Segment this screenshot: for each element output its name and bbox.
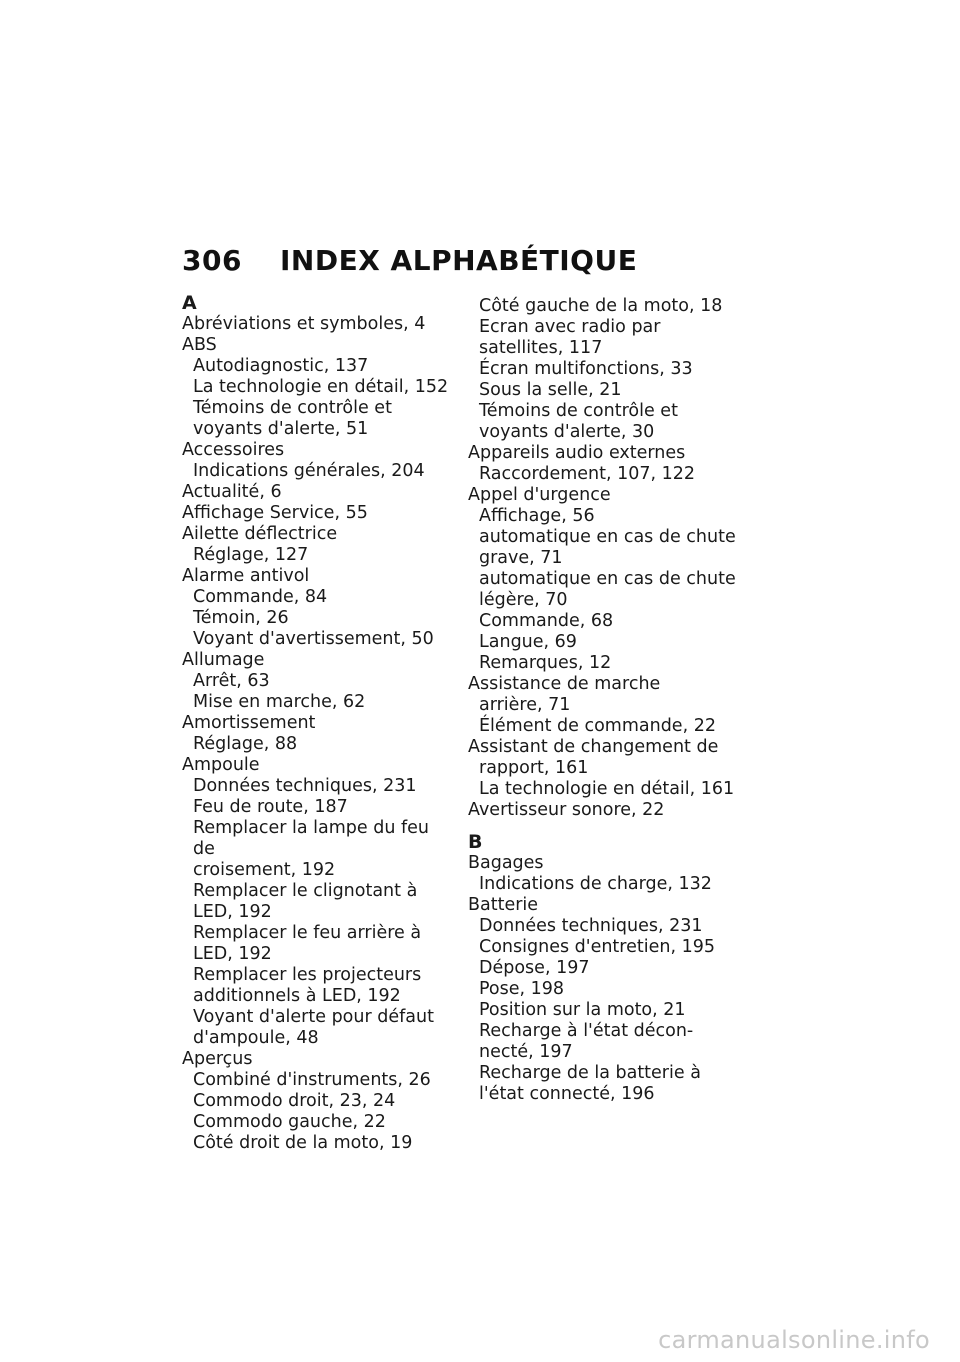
index-term: Allumage xyxy=(182,650,265,670)
section-letter: B xyxy=(468,831,483,853)
index-subentry: Commande, 68 xyxy=(479,611,614,631)
index-subentry: Langue, 69 xyxy=(479,632,577,652)
index-subentry: Remplacer la lampe du feu de xyxy=(193,818,430,859)
index-subentry: d'ampoule, 48 xyxy=(193,1028,319,1048)
index-entry xyxy=(182,524,454,566)
index-entry xyxy=(182,335,454,440)
page-number: 306 xyxy=(182,244,242,277)
index-entry xyxy=(182,482,454,503)
index-entry xyxy=(182,314,454,335)
continued-subentries xyxy=(468,296,740,443)
index-subentry: Ecran avec radio par xyxy=(479,317,661,337)
index-subentry: necté, 197 xyxy=(479,1042,573,1062)
index-subentry: Pose, 198 xyxy=(479,979,565,999)
index-term: Bagages xyxy=(468,853,544,873)
index-entry xyxy=(182,1049,454,1154)
index-subentry: Sous la selle, 21 xyxy=(479,380,622,400)
index-term: Abréviations et symboles, 4 xyxy=(182,314,426,334)
index-subentry: Remplacer le clignotant à xyxy=(193,881,418,901)
index-term: Actualité, 6 xyxy=(182,482,282,502)
index-term: Alarme antivol xyxy=(182,566,310,586)
index-term: Appel d'urgence xyxy=(468,485,611,505)
index-subentry: satellites, 117 xyxy=(479,338,603,358)
watermark: carmanualsonline.info xyxy=(658,1326,930,1354)
index-subentry: Voyant d'alerte pour défaut xyxy=(193,1007,434,1027)
index-term: Accessoires xyxy=(182,440,285,460)
index-subentry: automatique en cas de chute xyxy=(479,527,736,547)
index-subentry: Arrêt, 63 xyxy=(193,671,270,691)
index-term: Assistance de marche xyxy=(468,674,661,694)
index-subentry: voyants d'alerte, 51 xyxy=(193,419,369,439)
index-entry xyxy=(182,566,454,650)
index-subentry: Écran multifonctions, 33 xyxy=(479,359,693,379)
index-term: Affichage Service, 55 xyxy=(182,503,368,523)
index-term: Ailette déflectrice xyxy=(182,524,338,544)
index-entry xyxy=(468,485,740,674)
index-subentry: Données techniques, 231 xyxy=(479,916,703,936)
index-subentry: Recharge de la batterie à xyxy=(479,1063,701,1083)
page-title: INDEX ALPHABÉTIQUE xyxy=(280,244,638,277)
index-column-right xyxy=(468,296,740,1105)
index-term: Aperçus xyxy=(182,1049,253,1069)
index-subentry: Raccordement, 107, 122 xyxy=(479,464,696,484)
index-subentry: Réglage, 88 xyxy=(193,734,298,754)
index-subentry: Indications générales, 204 xyxy=(193,461,425,481)
index-subentry: Voyant d'avertissement, 50 xyxy=(193,629,434,649)
index-subentry: Feu de route, 187 xyxy=(193,797,348,817)
index-subentry: Consignes d'entretien, 195 xyxy=(479,937,715,957)
page-header xyxy=(182,244,637,277)
index-subentry: Commodo gauche, 22 xyxy=(193,1112,386,1132)
index-subentry: l'état connecté, 196 xyxy=(479,1084,655,1104)
index-entry xyxy=(468,800,740,821)
index-subentry: croisement, 192 xyxy=(193,860,336,880)
index-entry xyxy=(182,503,454,524)
index-subentry: légère, 70 xyxy=(479,590,568,610)
index-subentry: Données techniques, 231 xyxy=(193,776,417,796)
index-subentry: Élément de commande, 22 xyxy=(479,716,716,736)
index-subentry: LED, 192 xyxy=(193,944,272,964)
index-subentry: Côté gauche de la moto, 18 xyxy=(479,296,723,316)
index-term: Batterie xyxy=(468,895,539,915)
index-term: Appareils audio externes xyxy=(468,443,686,463)
index-term: Avertisseur sonore, 22 xyxy=(468,800,665,820)
index-subentry: La technologie en détail, 161 xyxy=(479,779,735,799)
index-entry xyxy=(468,443,740,485)
index-entry xyxy=(182,440,454,482)
index-entries xyxy=(468,853,740,1105)
index-entry xyxy=(468,895,740,1105)
index-entry xyxy=(182,650,454,713)
index-entry xyxy=(182,713,454,755)
index-subentry: Remplacer le feu arrière à xyxy=(193,923,422,943)
index-subentry: Remplacer les projecteurs xyxy=(193,965,422,985)
index-term: Amortissement xyxy=(182,713,316,733)
index-term: Ampoule xyxy=(182,755,260,775)
index-entries xyxy=(468,443,740,821)
index-subentry: Position sur la moto, 21 xyxy=(479,1000,686,1020)
index-term: ABS xyxy=(182,335,217,355)
index-entry xyxy=(468,674,740,737)
index-subentry: Recharge à l'état décon- xyxy=(479,1021,694,1041)
index-entries xyxy=(182,314,454,1154)
index-entry xyxy=(182,755,454,1049)
index-subentry: grave, 71 xyxy=(479,548,563,568)
index-subentry: arrière, 71 xyxy=(479,695,571,715)
index-subentry: Autodiagnostic, 137 xyxy=(193,356,369,376)
index-subentry: Indications de charge, 132 xyxy=(479,874,712,894)
index-subentry: Commodo droit, 23, 24 xyxy=(193,1091,396,1111)
index-column-left xyxy=(182,292,454,1154)
index-subentry: Côté droit de la moto, 19 xyxy=(193,1133,413,1153)
index-subentry: La technologie en détail, 152 xyxy=(193,377,449,397)
index-subentry: automatique en cas de chute xyxy=(479,569,736,589)
index-subentry: Commande, 84 xyxy=(193,587,328,607)
index-subentry: Réglage, 127 xyxy=(193,545,309,565)
index-term: Assistant de changement de xyxy=(468,737,719,757)
section-letter: A xyxy=(182,292,197,314)
index-subentry: additionnels à LED, 192 xyxy=(193,986,401,1006)
index-subentry: Témoin, 26 xyxy=(193,608,289,628)
index-subentry: Remarques, 12 xyxy=(479,653,612,673)
index-subentry: Témoins de contrôle et xyxy=(193,398,392,418)
index-subentry: rapport, 161 xyxy=(479,758,589,778)
index-subentry: Dépose, 197 xyxy=(479,958,590,978)
index-subentry: LED, 192 xyxy=(193,902,272,922)
index-entry xyxy=(468,853,740,895)
index-subentry: Mise en marche, 62 xyxy=(193,692,366,712)
index-subentry: Affichage, 56 xyxy=(479,506,595,526)
index-subentry: voyants d'alerte, 30 xyxy=(479,422,655,442)
index-subentry: Témoins de contrôle et xyxy=(479,401,678,421)
index-subentry: Combiné d'instruments, 26 xyxy=(193,1070,431,1090)
index-entry xyxy=(468,737,740,800)
